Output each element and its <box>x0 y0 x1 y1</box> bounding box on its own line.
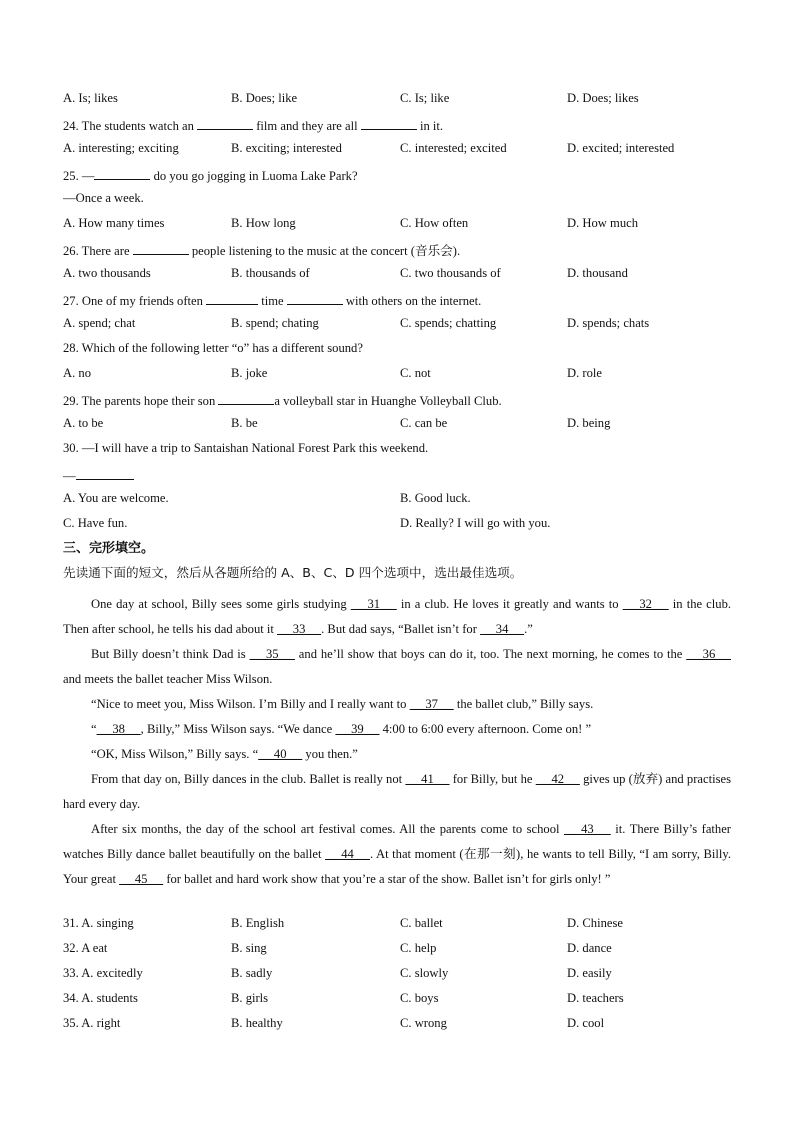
passage-text: . At that moment (在那一刻), he wants to tell Billy, “I am sorry, Billy. Your great <box>63 847 731 886</box>
q23-option-a: A. Is; likes <box>63 91 118 105</box>
section-instruction: 先读通下面的短文，然后从各题所给的 A、B、C、D 四个选项中，选出最佳选项。 <box>63 565 523 580</box>
q30-options-row1 <box>63 492 735 517</box>
passage-text: . But dad says, “Ballet isn’t for <box>321 622 481 636</box>
passage-text: gives up (放弃) and practises hard every day. <box>63 772 731 811</box>
q27-blank-1 <box>206 292 258 305</box>
q29-stem <box>63 392 735 417</box>
q29-option-b: B. be <box>231 416 258 430</box>
q26-stem-text: 26. There are <box>63 244 133 258</box>
blank-32: __32__ <box>622 597 669 611</box>
q28-option-d: D. role <box>567 366 602 380</box>
q31-option-b: B. English <box>231 916 285 930</box>
q28-option-c: C. not <box>400 366 431 380</box>
blank-35: __35__ <box>249 647 295 661</box>
q24-options <box>63 142 735 167</box>
q29-options <box>63 417 735 442</box>
q27-stem <box>63 292 735 317</box>
q31-options <box>63 917 735 942</box>
q24-option-b: B. exciting; interested <box>231 141 342 155</box>
q26-option-d: D. thousand <box>567 266 628 280</box>
q31-option-c: C. ballet <box>400 916 443 930</box>
q33-option-d: D. easily <box>567 966 612 980</box>
passage-paragraph-6 <box>63 767 731 817</box>
passage-paragraph-7 <box>63 817 731 892</box>
q32-option-b: B. sing <box>231 941 267 955</box>
q25-option-d: D. How much <box>567 216 639 230</box>
blank-45: __45__ <box>119 872 164 886</box>
passage-text: , Billy,” Miss Wilson says. “We dance <box>140 722 336 736</box>
q24-option-c: C. interested; excited <box>400 141 507 155</box>
q26-blank <box>133 242 189 255</box>
q27-stem-text: time <box>258 294 287 308</box>
blank-44: __44__ <box>325 847 370 861</box>
q32-options <box>63 942 735 967</box>
passage-text: for ballet and hard work show that you’re a star of the show. Ballet isn’t for girls only! ” <box>163 872 611 886</box>
q26-option-c: C. two thousands of <box>400 266 501 280</box>
q25-blank <box>94 167 150 180</box>
blank-34: __34__ <box>480 622 525 636</box>
q24-option-d: D. excited; interested <box>567 141 675 155</box>
q27-option-c: C. spends; chatting <box>400 316 497 330</box>
q34-option-b: B. girls <box>231 991 269 1005</box>
q24-stem-text: in it. <box>416 119 444 133</box>
q25-options <box>63 217 735 242</box>
q30-option-b: B. Good luck. <box>400 491 471 505</box>
blank-41: __41__ <box>405 772 450 786</box>
q23-option-b: B. Does; like <box>231 91 298 105</box>
passage-text: and meets the ballet teacher Miss Wilson. <box>63 672 273 686</box>
q30-reply <box>63 467 735 492</box>
passage-paragraph-2 <box>63 642 731 692</box>
blank-43: __43__ <box>564 822 611 836</box>
passage-text: it. There Billy’s father watches Billy dance ballet beautifully on the ballet <box>63 822 731 861</box>
passage-paragraph-5 <box>63 742 731 767</box>
q35-option-a: 35. A. right <box>63 1016 121 1030</box>
q33-option-b: B. sadly <box>231 966 273 980</box>
q25-reply: —Once a week. <box>63 191 144 205</box>
q23-options <box>63 92 735 117</box>
q25-option-c: C. How often <box>400 216 469 230</box>
q26-stem <box>63 242 735 267</box>
q25-option-a: A. How many times <box>63 216 165 230</box>
q27-options <box>63 317 735 342</box>
q27-blank-2 <box>287 292 343 305</box>
q25-option-b: B. How long <box>231 216 296 230</box>
q31-option-a: 31. A. singing <box>63 916 134 930</box>
q27-stem-text: with others on the internet. <box>342 294 482 308</box>
q35-option-d: D. cool <box>567 1016 605 1030</box>
q32-option-a: 32. A eat <box>63 941 108 955</box>
q27-option-b: B. spend; chating <box>231 316 319 330</box>
q29-option-c: C. can be <box>400 416 448 430</box>
q24-stem-text: film and they are all <box>253 119 361 133</box>
q27-option-d: D. spends; chats <box>567 316 650 330</box>
q28-stem: 28. Which of the following letter “o” has a different sound? <box>63 341 363 355</box>
q28-option-a: A. no <box>63 366 91 380</box>
passage-paragraph-3 <box>63 692 731 717</box>
passage-text: After six months, the day of the school art festival comes. All the parents come to school <box>91 822 564 836</box>
passage-paragraph-1 <box>63 592 731 642</box>
q25-stem-text: do you go jogging in Luoma Lake Park? <box>150 169 358 183</box>
q32-option-d: D. dance <box>567 941 612 955</box>
q24-blank-1 <box>197 117 253 130</box>
blank-38: __38__ <box>96 722 141 736</box>
passage-text: From that day on, Billy dances in the club. Ballet is really not <box>91 772 406 786</box>
q34-option-d: D. teachers <box>567 991 624 1005</box>
blank-42: __42__ <box>535 772 580 786</box>
q25-stem <box>63 167 735 192</box>
passage-text: you then.” <box>302 747 358 761</box>
q35-option-b: B. healthy <box>231 1016 283 1030</box>
section-title: 三、完形填空。 <box>63 541 155 556</box>
q23-option-c: C. Is; like <box>400 91 450 105</box>
blank-39: __39__ <box>335 722 380 736</box>
q26-stem-text: people listening to the music at the concert (音乐会). <box>188 244 461 258</box>
q31-option-d: D. Chinese <box>567 916 623 930</box>
q33-option-a: 33. A. excitedly <box>63 966 143 980</box>
q29-option-d: D. being <box>567 416 611 430</box>
q35-option-c: C. wrong <box>400 1016 447 1030</box>
blank-33: __33__ <box>277 622 322 636</box>
q28-options <box>63 367 735 392</box>
q34-option-a: 34. A. students <box>63 991 138 1005</box>
blank-36: __36__ <box>686 647 731 661</box>
passage-text: for Billy, but he <box>449 772 536 786</box>
q30-blank <box>76 467 134 480</box>
q28-option-b: B. joke <box>231 366 268 380</box>
q30-option-a: A. You are welcome. <box>63 491 169 505</box>
passage-text: 4:00 to 6:00 every afternoon. Come on! ” <box>379 722 592 736</box>
q33-options <box>63 967 735 992</box>
passage-text: “OK, Miss Wilson,” Billy says. “ <box>91 747 259 761</box>
passage-text: “Nice to meet you, Miss Wilson. I’m Billy and I really want to <box>91 697 410 711</box>
q30-options-row2 <box>63 517 735 542</box>
q30-stem: 30. —I will have a trip to Santaishan National Forest Park this weekend. <box>63 441 429 455</box>
blank-37: __37__ <box>409 697 454 711</box>
q35-options <box>63 1017 735 1042</box>
q26-option-b: B. thousands of <box>231 266 310 280</box>
q29-stem-text: a volleyball star in Huanghe Volleyball Club. <box>274 394 502 408</box>
passage-paragraph-4 <box>63 717 731 742</box>
q29-blank <box>218 392 274 405</box>
blank-31: __31__ <box>350 597 397 611</box>
q25-stem-text: 25. — <box>63 169 95 183</box>
passage-text: “ <box>91 722 97 736</box>
q27-stem-text: 27. One of my friends often <box>63 294 207 308</box>
q29-option-a: A. to be <box>63 416 104 430</box>
passage-text: and he’ll show that boys can do it, too. The next morning, he comes to the <box>294 647 687 661</box>
blank-40: __40__ <box>258 747 303 761</box>
q24-option-a: A. interesting; exciting <box>63 141 179 155</box>
q24-stem <box>63 117 735 142</box>
q30-reply-dash: — <box>63 469 76 483</box>
passage-text: One day at school, Billy sees some girls studying <box>91 597 351 611</box>
q32-option-c: C. help <box>400 941 437 955</box>
q24-blank-2 <box>361 117 417 130</box>
q30-option-d: D. Really? I will go with you. <box>400 516 551 530</box>
q29-stem-text: 29. The parents hope their son <box>63 394 219 408</box>
passage-text: the ballet club,” Billy says. <box>453 697 594 711</box>
passage-text: in a club. He loves it greatly and wants to <box>396 597 623 611</box>
q27-option-a: A. spend; chat <box>63 316 136 330</box>
q34-option-c: C. boys <box>400 991 439 1005</box>
q23-option-d: D. Does; likes <box>567 91 639 105</box>
q26-options <box>63 267 735 292</box>
q30-option-c: C. Have fun. <box>63 516 128 530</box>
q26-option-a: A. two thousands <box>63 266 151 280</box>
passage-text: in the club. Then after school, he tells his dad about it <box>63 597 732 636</box>
q33-option-c: C. slowly <box>400 966 449 980</box>
q34-options <box>63 992 735 1017</box>
passage-text: .” <box>524 622 533 636</box>
q24-stem-text: 24. The students watch an <box>63 119 198 133</box>
passage-text: But Billy doesn’t think Dad is <box>91 647 250 661</box>
